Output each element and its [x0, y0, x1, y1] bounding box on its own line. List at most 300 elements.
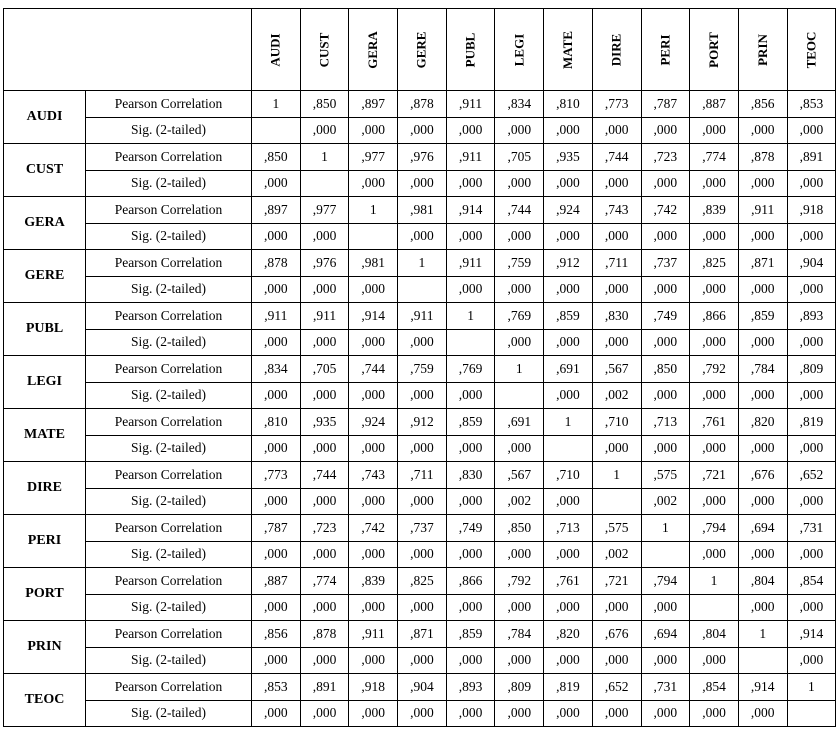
table-row	[4, 594, 836, 621]
column-header-label: MATE	[559, 30, 575, 69]
table-row	[4, 303, 836, 330]
sig-cell: ,000	[544, 594, 593, 621]
sig-cell: ,000	[787, 594, 836, 621]
table-row	[4, 276, 836, 303]
stat-label-sig: Sig. (2-tailed)	[86, 594, 252, 621]
sig-cell: ,000	[592, 223, 641, 250]
pearson-cell: 1	[349, 197, 398, 224]
sig-cell: ,000	[787, 223, 836, 250]
pearson-cell: ,859	[446, 409, 495, 436]
pearson-cell: ,887	[252, 568, 301, 595]
pearson-cell: ,705	[495, 144, 544, 171]
sig-cell: ,000	[495, 435, 544, 462]
sig-cell: ,000	[544, 382, 593, 409]
sig-cell: ,000	[641, 329, 690, 356]
sig-cell: ,000	[300, 435, 349, 462]
stat-label-pearson: Pearson Correlation	[86, 674, 252, 701]
sig-cell: ,000	[300, 276, 349, 303]
sig-cell	[398, 276, 447, 303]
table-row	[4, 250, 836, 277]
table-row	[4, 435, 836, 462]
sig-cell: ,000	[398, 700, 447, 727]
pearson-cell: ,859	[446, 621, 495, 648]
sig-cell: ,000	[252, 223, 301, 250]
sig-cell: ,000	[446, 541, 495, 568]
pearson-cell: 1	[787, 674, 836, 701]
pearson-cell: ,819	[787, 409, 836, 436]
pearson-cell: ,731	[641, 674, 690, 701]
row-header-port: PORT	[4, 568, 86, 621]
pearson-cell: ,744	[592, 144, 641, 171]
sig-cell: ,000	[349, 488, 398, 515]
pearson-cell: 1	[690, 568, 739, 595]
row-header-mate: MATE	[4, 409, 86, 462]
column-header-cust	[300, 9, 349, 91]
stat-label-pearson: Pearson Correlation	[86, 462, 252, 489]
sig-cell: ,000	[495, 594, 544, 621]
sig-cell: ,000	[300, 117, 349, 144]
pearson-cell: ,924	[544, 197, 593, 224]
sig-cell: ,000	[592, 170, 641, 197]
sig-cell: ,000	[252, 435, 301, 462]
sig-cell: ,000	[446, 594, 495, 621]
pearson-cell: ,839	[690, 197, 739, 224]
table-row	[4, 170, 836, 197]
pearson-cell: ,850	[495, 515, 544, 542]
table-row	[4, 117, 836, 144]
sig-cell: ,000	[300, 541, 349, 568]
sig-cell: ,000	[787, 541, 836, 568]
pearson-cell: ,691	[544, 356, 593, 383]
pearson-cell: ,918	[787, 197, 836, 224]
sig-cell: ,000	[252, 700, 301, 727]
sig-cell: ,000	[738, 700, 787, 727]
pearson-cell: ,850	[252, 144, 301, 171]
pearson-cell: 1	[446, 303, 495, 330]
column-header-label: CUST	[316, 32, 332, 67]
sig-cell: ,000	[398, 647, 447, 674]
row-header-publ: PUBL	[4, 303, 86, 356]
sig-cell: ,000	[300, 223, 349, 250]
pearson-cell: ,866	[690, 303, 739, 330]
sig-cell: ,000	[446, 488, 495, 515]
pearson-cell: ,981	[398, 197, 447, 224]
pearson-cell: ,911	[398, 303, 447, 330]
pearson-cell: ,825	[690, 250, 739, 277]
pearson-cell: ,721	[690, 462, 739, 489]
sig-cell: ,000	[252, 276, 301, 303]
sig-cell	[495, 382, 544, 409]
column-header-label: GERA	[365, 30, 381, 69]
sig-cell: ,000	[544, 223, 593, 250]
pearson-cell: ,713	[641, 409, 690, 436]
sig-cell: ,000	[690, 541, 739, 568]
pearson-cell: ,742	[641, 197, 690, 224]
sig-cell	[544, 435, 593, 462]
sig-cell: ,000	[349, 276, 398, 303]
row-header-legi: LEGI	[4, 356, 86, 409]
stat-label-sig: Sig. (2-tailed)	[86, 276, 252, 303]
sig-cell	[349, 223, 398, 250]
sig-cell: ,000	[787, 647, 836, 674]
pearson-cell: ,914	[738, 674, 787, 701]
row-header-dire: DIRE	[4, 462, 86, 515]
sig-cell: ,000	[641, 276, 690, 303]
pearson-cell: ,834	[252, 356, 301, 383]
sig-cell: ,000	[641, 223, 690, 250]
sig-cell: ,000	[592, 435, 641, 462]
column-header-label: PUBL	[462, 32, 478, 67]
pearson-cell: ,744	[495, 197, 544, 224]
corner-cell	[4, 9, 252, 91]
column-header-label: PORT	[706, 31, 722, 68]
pearson-cell: ,794	[641, 568, 690, 595]
row-header-peri: PERI	[4, 515, 86, 568]
pearson-cell: ,713	[544, 515, 593, 542]
pearson-cell: 1	[398, 250, 447, 277]
pearson-cell: ,743	[349, 462, 398, 489]
sig-cell: ,000	[592, 647, 641, 674]
sig-cell: ,000	[592, 700, 641, 727]
row-header-prin: PRIN	[4, 621, 86, 674]
column-header-label: TEOC	[803, 31, 819, 68]
pearson-cell: ,810	[544, 91, 593, 118]
sig-cell: ,000	[738, 329, 787, 356]
pearson-cell: ,819	[544, 674, 593, 701]
sig-cell: ,000	[738, 223, 787, 250]
sig-cell: ,000	[446, 276, 495, 303]
pearson-cell: ,769	[495, 303, 544, 330]
sig-cell: ,000	[398, 435, 447, 462]
sig-cell: ,002	[592, 541, 641, 568]
pearson-cell: 1	[592, 462, 641, 489]
pearson-cell: ,859	[738, 303, 787, 330]
pearson-cell: ,749	[641, 303, 690, 330]
sig-cell: ,000	[300, 594, 349, 621]
column-header-prin	[738, 9, 787, 91]
table-row	[4, 700, 836, 727]
pearson-cell: ,871	[738, 250, 787, 277]
pearson-cell: ,825	[398, 568, 447, 595]
pearson-cell: ,914	[349, 303, 398, 330]
sig-cell: ,000	[738, 382, 787, 409]
pearson-cell: ,710	[544, 462, 593, 489]
sig-cell: ,000	[641, 435, 690, 462]
column-header-label: AUDI	[267, 32, 283, 67]
table-row	[4, 515, 836, 542]
pearson-cell: ,893	[787, 303, 836, 330]
sig-cell: ,000	[252, 488, 301, 515]
sig-cell: ,000	[300, 488, 349, 515]
pearson-cell: ,976	[300, 250, 349, 277]
row-header-cust: CUST	[4, 144, 86, 197]
sig-cell: ,000	[446, 170, 495, 197]
sig-cell: ,000	[690, 276, 739, 303]
sig-cell: ,000	[690, 382, 739, 409]
column-header-label: DIRE	[608, 33, 624, 66]
pearson-cell: ,792	[495, 568, 544, 595]
pearson-cell: ,694	[641, 621, 690, 648]
sig-cell: ,000	[495, 170, 544, 197]
pearson-cell: ,839	[349, 568, 398, 595]
pearson-cell: ,711	[592, 250, 641, 277]
pearson-cell: 1	[495, 356, 544, 383]
sig-cell: ,000	[641, 647, 690, 674]
table-row	[4, 144, 836, 171]
sig-cell: ,000	[349, 382, 398, 409]
sig-cell: ,000	[690, 647, 739, 674]
sig-cell: ,000	[544, 329, 593, 356]
header-row	[4, 9, 836, 91]
row-header-gere: GERE	[4, 250, 86, 303]
pearson-cell: 1	[252, 91, 301, 118]
pearson-cell: ,710	[592, 409, 641, 436]
pearson-cell: ,820	[738, 409, 787, 436]
sig-cell: ,000	[398, 594, 447, 621]
pearson-cell: ,567	[495, 462, 544, 489]
pearson-cell: 1	[544, 409, 593, 436]
stat-label-pearson: Pearson Correlation	[86, 409, 252, 436]
pearson-cell: ,911	[446, 91, 495, 118]
table-row	[4, 462, 836, 489]
sig-cell: ,000	[495, 223, 544, 250]
pearson-cell: ,977	[349, 144, 398, 171]
pearson-cell: ,893	[446, 674, 495, 701]
pearson-cell: ,853	[252, 674, 301, 701]
pearson-cell: ,744	[300, 462, 349, 489]
pearson-cell: ,774	[690, 144, 739, 171]
pearson-cell: ,743	[592, 197, 641, 224]
sig-cell	[446, 329, 495, 356]
table-row	[4, 488, 836, 515]
sig-cell: ,000	[252, 594, 301, 621]
pearson-cell: ,853	[787, 91, 836, 118]
sig-cell: ,000	[495, 329, 544, 356]
sig-cell: ,000	[398, 329, 447, 356]
table-row	[4, 382, 836, 409]
sig-cell	[592, 488, 641, 515]
pearson-cell: ,856	[252, 621, 301, 648]
pearson-cell: ,850	[641, 356, 690, 383]
pearson-cell: ,759	[495, 250, 544, 277]
pearson-cell: ,694	[738, 515, 787, 542]
sig-cell: ,000	[398, 541, 447, 568]
stat-label-sig: Sig. (2-tailed)	[86, 329, 252, 356]
stat-label-sig: Sig. (2-tailed)	[86, 435, 252, 462]
stat-label-sig: Sig. (2-tailed)	[86, 541, 252, 568]
pearson-cell: ,911	[446, 250, 495, 277]
sig-cell: ,000	[787, 435, 836, 462]
sig-cell: ,000	[349, 329, 398, 356]
table-row	[4, 223, 836, 250]
sig-cell: ,000	[592, 594, 641, 621]
stat-label-sig: Sig. (2-tailed)	[86, 382, 252, 409]
sig-cell: ,000	[738, 541, 787, 568]
sig-cell: ,000	[592, 329, 641, 356]
sig-cell: ,000	[300, 647, 349, 674]
column-header-legi	[495, 9, 544, 91]
pearson-cell: ,794	[690, 515, 739, 542]
pearson-cell: ,742	[349, 515, 398, 542]
sig-cell: ,000	[690, 435, 739, 462]
sig-cell: ,000	[690, 488, 739, 515]
pearson-cell: ,804	[690, 621, 739, 648]
sig-cell: ,000	[349, 594, 398, 621]
sig-cell: ,002	[495, 488, 544, 515]
table-row	[4, 197, 836, 224]
sig-cell: ,000	[787, 329, 836, 356]
pearson-cell: ,897	[252, 197, 301, 224]
row-header-audi: AUDI	[4, 91, 86, 144]
sig-cell: ,000	[398, 488, 447, 515]
pearson-cell: ,676	[592, 621, 641, 648]
pearson-cell: ,850	[300, 91, 349, 118]
sig-cell: ,000	[252, 329, 301, 356]
column-header-label: GERE	[413, 31, 429, 68]
table-row	[4, 647, 836, 674]
pearson-cell: ,773	[592, 91, 641, 118]
table-row	[4, 91, 836, 118]
sig-cell: ,000	[252, 170, 301, 197]
pearson-cell: ,976	[398, 144, 447, 171]
sig-cell: ,000	[349, 541, 398, 568]
pearson-cell: ,676	[738, 462, 787, 489]
sig-cell: ,000	[787, 276, 836, 303]
column-header-label: PERI	[657, 33, 673, 66]
pearson-cell: ,981	[349, 250, 398, 277]
stat-label-sig: Sig. (2-tailed)	[86, 488, 252, 515]
pearson-cell: ,891	[300, 674, 349, 701]
sig-cell: ,000	[738, 117, 787, 144]
sig-cell: ,000	[349, 700, 398, 727]
sig-cell: ,000	[592, 117, 641, 144]
sig-cell: ,000	[544, 117, 593, 144]
pearson-cell: ,856	[738, 91, 787, 118]
sig-cell: ,000	[787, 170, 836, 197]
table-row	[4, 621, 836, 648]
sig-cell: ,000	[690, 700, 739, 727]
sig-cell: ,000	[641, 117, 690, 144]
pearson-cell: ,759	[398, 356, 447, 383]
sig-cell: ,000	[787, 382, 836, 409]
pearson-cell: ,878	[398, 91, 447, 118]
pearson-cell: 1	[641, 515, 690, 542]
sig-cell: ,000	[446, 117, 495, 144]
pearson-cell: ,924	[349, 409, 398, 436]
pearson-cell: ,935	[300, 409, 349, 436]
pearson-cell: ,705	[300, 356, 349, 383]
pearson-cell: ,878	[252, 250, 301, 277]
sig-cell: ,000	[495, 647, 544, 674]
column-header-label: PRIN	[754, 33, 770, 66]
pearson-cell: ,914	[787, 621, 836, 648]
pearson-cell: ,935	[544, 144, 593, 171]
pearson-cell: ,721	[592, 568, 641, 595]
sig-cell: ,000	[446, 647, 495, 674]
pearson-cell: ,749	[446, 515, 495, 542]
sig-cell	[252, 117, 301, 144]
column-header-audi	[252, 9, 301, 91]
stat-label-sig: Sig. (2-tailed)	[86, 170, 252, 197]
sig-cell: ,000	[398, 382, 447, 409]
sig-cell	[641, 541, 690, 568]
sig-cell: ,000	[690, 329, 739, 356]
pearson-cell: ,897	[349, 91, 398, 118]
pearson-cell: ,911	[349, 621, 398, 648]
sig-cell: ,000	[544, 700, 593, 727]
table-row	[4, 409, 836, 436]
pearson-cell: ,792	[690, 356, 739, 383]
stat-label-pearson: Pearson Correlation	[86, 250, 252, 277]
sig-cell: ,000	[495, 700, 544, 727]
sig-cell: ,000	[446, 435, 495, 462]
pearson-cell: 1	[300, 144, 349, 171]
sig-cell: ,000	[544, 488, 593, 515]
column-header-dire	[592, 9, 641, 91]
pearson-cell: ,784	[738, 356, 787, 383]
sig-cell: ,000	[641, 382, 690, 409]
pearson-cell: ,834	[495, 91, 544, 118]
table-row	[4, 541, 836, 568]
sig-cell: ,000	[738, 170, 787, 197]
column-header-publ	[446, 9, 495, 91]
pearson-cell: ,854	[787, 568, 836, 595]
pearson-cell: ,918	[349, 674, 398, 701]
sig-cell: ,000	[787, 117, 836, 144]
sig-cell: ,000	[738, 594, 787, 621]
stat-label-sig: Sig. (2-tailed)	[86, 223, 252, 250]
pearson-cell: ,830	[446, 462, 495, 489]
stat-label-sig: Sig. (2-tailed)	[86, 117, 252, 144]
column-header-label: LEGI	[511, 33, 527, 66]
sig-cell: ,000	[544, 276, 593, 303]
sig-cell: ,000	[544, 647, 593, 674]
sig-cell	[300, 170, 349, 197]
pearson-cell: ,723	[641, 144, 690, 171]
pearson-cell: ,652	[592, 674, 641, 701]
pearson-cell: ,859	[544, 303, 593, 330]
pearson-cell: ,810	[252, 409, 301, 436]
sig-cell	[787, 700, 836, 727]
pearson-cell: ,878	[738, 144, 787, 171]
table-row	[4, 674, 836, 701]
sig-cell: ,000	[495, 117, 544, 144]
sig-cell: ,000	[252, 647, 301, 674]
sig-cell: ,000	[300, 382, 349, 409]
sig-cell: ,000	[787, 488, 836, 515]
pearson-cell: ,809	[787, 356, 836, 383]
pearson-cell: ,804	[738, 568, 787, 595]
column-header-mate	[544, 9, 593, 91]
pearson-cell: ,769	[446, 356, 495, 383]
pearson-cell: ,761	[690, 409, 739, 436]
sig-cell	[738, 647, 787, 674]
pearson-cell: ,744	[349, 356, 398, 383]
column-header-peri	[641, 9, 690, 91]
pearson-cell: ,912	[544, 250, 593, 277]
pearson-cell: ,809	[495, 674, 544, 701]
pearson-cell: ,871	[398, 621, 447, 648]
row-header-gera: GERA	[4, 197, 86, 250]
pearson-cell: ,820	[544, 621, 593, 648]
pearson-cell: ,773	[252, 462, 301, 489]
pearson-cell: ,575	[641, 462, 690, 489]
row-header-teoc: TEOC	[4, 674, 86, 727]
sig-cell: ,000	[300, 329, 349, 356]
pearson-cell: ,784	[495, 621, 544, 648]
pearson-cell: ,567	[592, 356, 641, 383]
pearson-cell: ,737	[641, 250, 690, 277]
